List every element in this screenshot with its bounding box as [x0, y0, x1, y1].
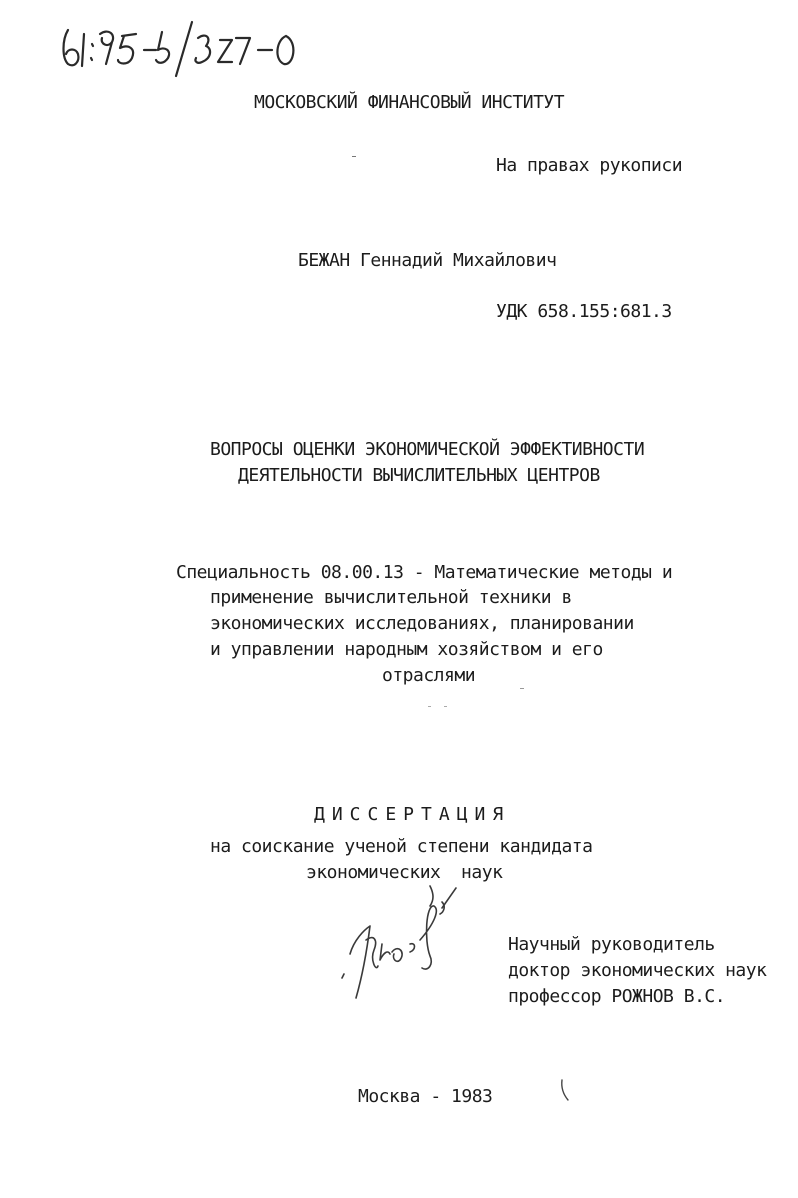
specialty-line-3: экономических исследованиях, планировании: [210, 613, 634, 634]
degree-line-1: на соискание ученой степени кандидата: [210, 836, 593, 857]
speck-mark: [444, 706, 447, 707]
speck-mark: [520, 688, 524, 689]
handwritten-archive-note: [60, 18, 350, 78]
specialty-line-2: применение вычислительной техники в: [210, 587, 572, 608]
manuscript-rights-note: На правах рукописи: [496, 155, 683, 176]
title-line-1: ВОПРОСЫ ОЦЕНКИ ЭКОНОМИЧЕСКОЙ ЭФФЕКТИВНОСТИ: [210, 439, 645, 460]
degree-line-2: экономических наук: [306, 862, 503, 883]
supervisor-line-3: профессор РОЖНОВ В.С.: [508, 986, 726, 1007]
place-and-year: Москва - 1983: [358, 1086, 493, 1107]
speck-mark: [428, 706, 431, 707]
author-name: БЕЖАН Геннадий Михайлович: [298, 250, 557, 271]
pen-mark: [558, 1078, 572, 1102]
supervisor-signature: [330, 880, 470, 1020]
supervisor-line-1: Научный руководитель: [508, 934, 715, 955]
supervisor-line-2: доктор экономических наук: [508, 960, 767, 981]
title-line-2: ДЕЯТЕЛЬНОСТИ ВЫЧИСЛИТЕЛЬНЫХ ЦЕНТРОВ: [238, 465, 600, 486]
specialty-line-5: отраслями: [382, 665, 476, 686]
dissertation-heading: ДИССЕРТАЦИЯ: [314, 804, 511, 825]
udc-code: УДК 658.155:681.3: [496, 301, 672, 322]
specialty-line-4: и управлении народным хозяйством и его: [210, 639, 603, 660]
institution-name: МОСКОВСКИЙ ФИНАНСОВЫЙ ИНСТИТУТ: [254, 92, 565, 113]
specialty-line-1: Специальность 08.00.13 - Математические методы и: [176, 562, 673, 583]
speck-mark: [352, 156, 356, 157]
